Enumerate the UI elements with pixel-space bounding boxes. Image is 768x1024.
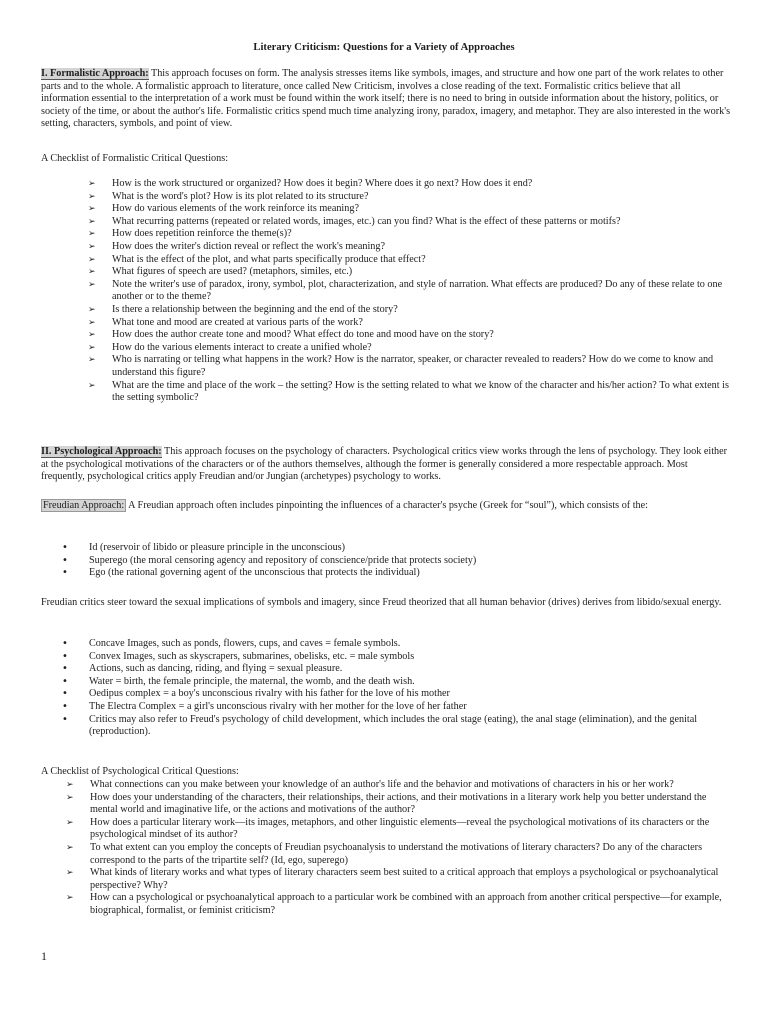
list-item: ➢ How does the author create tone and mood? What effect do tone and mood have on the story? — [88, 329, 733, 342]
list-item: ➢ What is the word's plot? How is its plot related to its structure? — [88, 191, 733, 204]
list-item: ➢ What connections can you make between your knowledge of an author's life and the behavior and motivations of characters in his or her work? — [66, 779, 734, 792]
list-item: ➢ How can a psychological or psychoanalytical approach to a particular work be combined with an approach from another critical perspective—for example, biographical, formalist, or feminist criticism? — [66, 892, 734, 917]
list-item: ➢ How does the writer's diction reveal or reflect the work's meaning? — [88, 241, 733, 254]
formalistic-checklist-title: A Checklist of Formalistic Critical Questions: — [41, 153, 229, 164]
list-item: ➢ What is the effect of the plot, and what parts specifically produce that effect? — [88, 254, 733, 267]
psychological-checklist-title: A Checklist of Psychological Critical Questions: — [41, 766, 239, 777]
list-item: ➢ What kinds of literary works and what types of literary characters seem best suited to a critical approach that employs a psychological or psychoanalytical perspective? Why? — [66, 867, 734, 892]
list-item: ➢ To what extent can you employ the concepts of Freudian psychoanalysis to understand the motivations of literary characters? Do any of the characters correspond to the parts of the tripartite self? (Id, ego, superego) — [66, 842, 734, 867]
list-item: • Concave Images, such as ponds, flowers, cups, and caves = female symbols. — [62, 638, 732, 651]
list-item: ➢ What are the time and place of the work – the setting? How is the setting related to what we know of the character and his/her action? To what extent is the setting symbolic? — [88, 380, 733, 405]
formalistic-heading: I. Formalistic Approach: — [41, 68, 149, 79]
psyche-parts-list — [62, 542, 722, 580]
list-item: ➢ What tone and mood are created at various parts of the work? — [88, 317, 733, 330]
list-item: ➢ Who is narrating or telling what happens in the work? How is the narrator, speaker, or character revealed to readers? How do we come to know and understand this figure? — [88, 354, 733, 379]
freudian-approach-paragraph — [41, 500, 731, 513]
psychological-question-list — [66, 779, 734, 918]
freudian-critics-paragraph: Freudian critics steer toward the sexual implications of symbols and imagery, since Freud theorized that all human behavior (drives) derives from libido/sexual energy. — [41, 597, 722, 608]
freudian-symbols-list — [62, 638, 732, 739]
list-item: ➢ Note the writer's use of paradox, irony, symbol, plot, characterization, and style of narration. What effects are produced? Do any of these relate to one another or to the theme? — [88, 279, 733, 304]
list-item: • Superego (the moral censoring agency and repository of conscience/pride that protects society) — [62, 555, 722, 568]
list-item: • Critics may also refer to Freud's psychology of child development, which includes the oral stage (eating), the anal stage (elimination), and the genital (reproduction). — [62, 714, 732, 739]
list-item: • Id (reservoir of libido or pleasure principle in the unconscious) — [62, 542, 722, 555]
list-item: • Water = birth, the female principle, the maternal, the womb, and the death wish. — [62, 676, 732, 689]
list-item: • Oedipus complex = a boy's unconscious rivalry with his father for the love of his mother — [62, 688, 732, 701]
list-item: ➢ How does your understanding of the characters, their relationships, their actions, and their motivations in a literary work help you better understand the mental world and imaginative life, or the actions and motivations of the author? — [66, 792, 734, 817]
formalistic-intro-text: This approach focuses on form. The analysis stresses items like symbols, images, and structure and how one part of the work relates to other parts and to the whole. A formalistic approach to literature, once called New Criticism, involves a close reading of the text. Formalistic critics believe that all information essential to the interpretation of a work must be found within the work itself; there is no need to bring in outside information about the history, politics, or society of the time, or about the author's life. Formalistic critics spend much time analyzing irony, paradox, imagery, and metaphor. They are also interested in the work's setting, characters, symbols, and point of view. — [41, 68, 731, 130]
freudian-approach-label: Freudian Approach: — [43, 500, 125, 511]
psychological-intro — [41, 446, 731, 484]
list-item: ➢ What recurring patterns (repeated or related words, images, etc.) can you find? What is the effect of these patterns or motifs? — [88, 216, 733, 229]
list-item: ➢ What figures of speech are used? (metaphors, similes, etc.) — [88, 266, 733, 279]
list-item: • Ego (the rational governing agent of the unconscious that protects the individual) — [62, 567, 722, 580]
formalistic-question-list — [88, 178, 733, 405]
list-item: ➢ Is there a relationship between the beginning and the end of the story? — [88, 304, 733, 317]
list-item: • The Electra Complex = a girl's unconscious rivalry with her mother for the love of her father — [62, 701, 732, 714]
psychological-heading: II. Psychological Approach: — [41, 446, 162, 457]
list-item: ➢ How is the work structured or organized? How does it begin? Where does it go next? How does it end? — [88, 178, 733, 191]
formalistic-intro — [41, 68, 731, 131]
psychological-intro-text: This approach focuses on the psychology of characters. Psychological critics view works through the lens of psychology. They look either at the psychological motivations of the characters or of the authors themselves, although the former is generally considered a more respectable approach. Most frequently, psychological critics apply Freudian and/or Jungian (archetypes) psychology to works. — [41, 446, 728, 483]
page-number: 1 — [41, 949, 47, 963]
freudian-approach-text: A Freudian approach often includes pinpointing the influences of a character's psyche (Greek for “soul”), which consists of the: — [126, 500, 649, 511]
list-item: ➢ How does a particular literary work—its images, metaphors, and other linguistic elements—reveal the psychological motivations of its characters or the psychological mindset of its author? — [66, 817, 734, 842]
list-item: ➢ How do the various elements interact to create a unified whole? — [88, 342, 733, 355]
list-item: ➢ How do various elements of the work reinforce its meaning? — [88, 203, 733, 216]
list-item: • Actions, such as dancing, riding, and flying = sexual pleasure. — [62, 663, 732, 676]
list-item: • Convex Images, such as skyscrapers, submarines, obelisks, etc. = male symbols — [62, 651, 732, 664]
list-item: ➢ How does repetition reinforce the theme(s)? — [88, 228, 733, 241]
document-title: Literary Criticism: Questions for a Variety of Approaches — [253, 42, 515, 53]
